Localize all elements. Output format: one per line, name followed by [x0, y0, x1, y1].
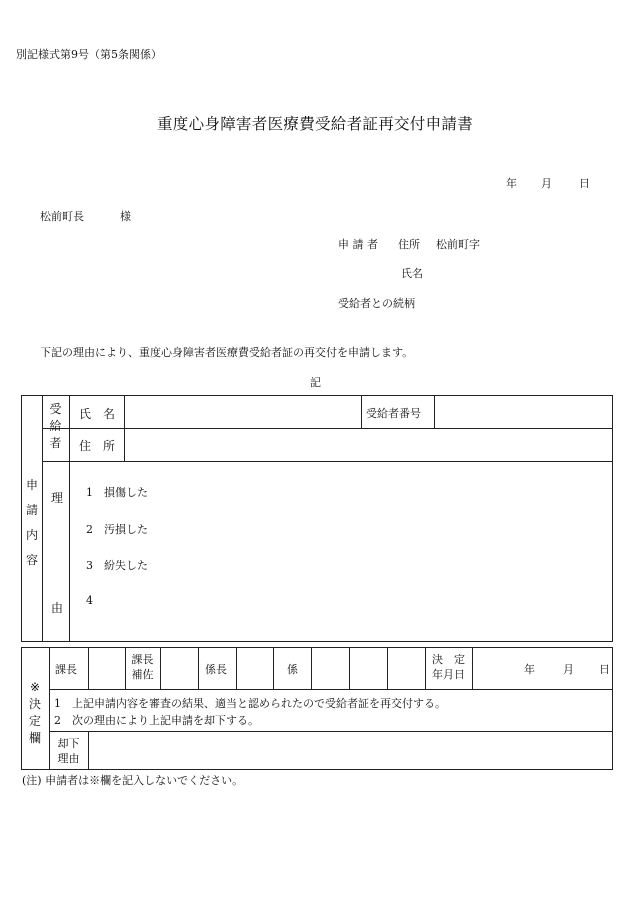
applicant-label: 申 請 者 — [338, 238, 378, 251]
applicant-name-label: 氏名 — [401, 267, 423, 280]
subsection-chief-label: 係長 — [205, 663, 227, 676]
recipient-address-label: 住 所 — [79, 439, 116, 453]
recipient-label: 受 給 者 — [49, 402, 62, 450]
decision-date-month: 月 — [563, 663, 574, 676]
page-title: 重度心身障害者医療費受給者証再交付申請書 — [157, 115, 474, 133]
statement: 下記の理由により、重度心身障害者医療費受給者証の再交付を申請します。 — [40, 346, 414, 359]
decision-date-year: 年 — [524, 663, 535, 676]
application-content-label: 申 請 内 容 — [25, 478, 38, 567]
date-year: 年 — [506, 177, 517, 190]
addressee: 松前町長 — [40, 210, 84, 223]
honorific: 様 — [120, 210, 131, 223]
staff-label: 係 — [287, 663, 298, 676]
section-chief-label: 課長 — [55, 663, 77, 676]
date-month: 月 — [541, 177, 552, 190]
recipient-number-label: 受給者番号 — [366, 407, 421, 420]
reason-label-top: 理 — [51, 491, 64, 505]
reason-item: 3 紛失した — [86, 559, 148, 572]
reason-item: 1 損傷した — [86, 486, 148, 499]
form-number: 別記様式第9号（第5条関係） — [16, 48, 162, 61]
reason-item: 2 汚損した — [86, 523, 148, 536]
relation-label: 受給者との続柄 — [338, 297, 415, 310]
decision-date-label: 決 定 年月日 — [432, 653, 465, 681]
decision-line-approve: 1 上記申請内容を審査の結果、適当と認められたので受給者証を再交付する。 — [54, 697, 446, 710]
decision-line-reject: 2 次の理由により上記申請を却下する。 — [54, 714, 259, 727]
assistant-chief-label: 課長 補佐 — [131, 653, 154, 681]
date-day: 日 — [579, 177, 590, 190]
applicant-address-value: 松前町字 — [436, 238, 480, 251]
rejection-reason-label: 却下 理由 — [57, 737, 80, 765]
footnote: (注) 申請者は※欄を記入しないでください。 — [22, 774, 244, 787]
applicant-address-label: 住所 — [398, 238, 420, 251]
reason-label-bottom: 由 — [51, 601, 64, 615]
recipient-name-label: 氏 名 — [79, 407, 116, 421]
ki-heading: 記 — [310, 376, 321, 389]
decision-section-label: ※ 決 定 欄 — [28, 680, 41, 745]
reason-item: 4 — [86, 594, 93, 607]
decision-date-day: 日 — [599, 663, 610, 676]
